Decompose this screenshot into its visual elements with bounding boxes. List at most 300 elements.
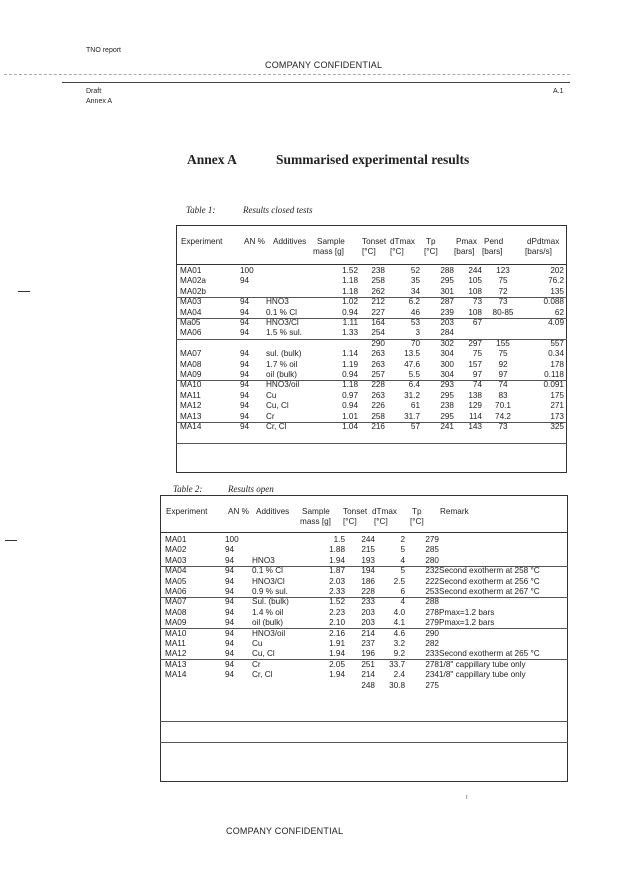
table-cell: 275 (425, 680, 439, 690)
table-cell (524, 328, 564, 338)
table-cell (439, 556, 569, 566)
table-row (165, 587, 569, 597)
table1-caption-label: Table 1: (186, 205, 216, 215)
table-cell: 94 (240, 422, 250, 432)
table-cell: 1.01 (342, 411, 358, 421)
table-cell (180, 339, 240, 349)
table-cell: 83 (498, 390, 508, 400)
table-cell: 108 (468, 307, 482, 317)
t1-group-rule (176, 297, 567, 298)
table-cell: 0.94 (342, 307, 358, 317)
table-cell: 238 (371, 266, 385, 275)
table-cell: 1.52 (342, 266, 358, 275)
table-cell: MA10 (165, 628, 187, 638)
table-cell: 94 (225, 597, 235, 607)
table-cell: MA08 (165, 607, 187, 617)
table-cell: 94 (225, 566, 235, 576)
table-cell: 175 (550, 390, 564, 400)
table-cell: 94 (240, 390, 250, 400)
table-cell: 282 (425, 639, 439, 649)
t1-group-rule (176, 380, 567, 381)
table-cell: 215 (361, 545, 375, 555)
t2-header-tp-unit: [°C] (410, 517, 424, 526)
t2-group-rule (160, 721, 568, 722)
table-cell: 94 (225, 639, 235, 649)
table-cell: 94 (225, 659, 235, 669)
table-cell: 241 (440, 422, 454, 432)
t2-header-remark: Remark (440, 507, 469, 516)
table-cell: 278 (425, 659, 439, 669)
t2-header-tonset: Tonset (343, 507, 368, 516)
margin-mark (5, 540, 17, 541)
table-cell: 278 (425, 607, 439, 617)
table-cell: 1/8" cappillary tube only (439, 670, 526, 680)
table-cell: 0.94 (342, 370, 358, 380)
table-cell: HNO3/Cl (252, 576, 285, 586)
table-cell: 1.04 (342, 422, 358, 432)
table-cell: 0.1 % Cl (266, 307, 297, 317)
table-cell: 75 (472, 349, 482, 359)
table-cell: 2.33 (329, 587, 345, 597)
table-cell: 70.1 (495, 401, 511, 411)
table-cell: 304 (440, 370, 454, 380)
table-cell: MA14 (165, 670, 187, 680)
table-cell: 61 (410, 401, 420, 411)
t2-header-tonset-unit: [°C] (343, 517, 357, 526)
table-cell: Second exotherm at 256 °C (439, 576, 540, 586)
table-cell: MA09 (165, 618, 187, 628)
table-row (180, 422, 564, 432)
table-cell: 94 (225, 628, 235, 638)
table2-caption-text: Results open (228, 484, 274, 494)
table-cell: 251 (361, 659, 375, 669)
table-row (165, 577, 569, 587)
table-cell: 284 (440, 328, 454, 338)
table-cell: 232 (425, 566, 439, 576)
table-cell: Cr (252, 659, 261, 669)
table-cell: 202 (550, 266, 564, 275)
table-cell: 94 (225, 649, 235, 659)
table-row (165, 535, 569, 545)
table-cell: 92 (498, 359, 508, 369)
table-cell: 94 (225, 587, 235, 597)
table-cell: HNO3/oil (252, 628, 286, 638)
table-cell: 1/8" cappillary tube only (439, 659, 526, 669)
table2-caption-label: Table 2: (173, 484, 203, 494)
table-cell: 234 (425, 670, 439, 680)
annex-label: Annex A (86, 98, 113, 105)
t1-header-tonset: Tonset (362, 237, 387, 246)
table-cell: 2.03 (329, 576, 345, 586)
table-cell (266, 276, 324, 286)
table-cell: 203 (361, 618, 375, 628)
table-cell: 1.87 (329, 566, 345, 576)
t2-header-an: AN % (228, 507, 249, 516)
t1-group-rule (176, 318, 567, 319)
table-cell: 0.091 (543, 380, 564, 390)
table-cell (307, 681, 345, 691)
table-cell: 75 (498, 276, 508, 286)
table-cell: 94 (225, 607, 235, 617)
table-cell: 94 (240, 276, 250, 286)
table-cell (439, 535, 569, 545)
table-cell: 1.5 (333, 535, 345, 544)
table-row (180, 266, 564, 276)
table-cell: 287 (440, 297, 454, 307)
table-cell: MA13 (165, 659, 187, 669)
table-cell: 193 (361, 555, 375, 565)
table-cell: 67 (472, 318, 482, 328)
table-cell: 304 (440, 349, 454, 359)
table-row (180, 318, 564, 328)
table-row (165, 639, 569, 649)
table-cell: 1.94 (329, 649, 345, 659)
table-cell: 62 (554, 307, 564, 317)
table-cell: 0.118 (544, 370, 564, 380)
table-cell: 4 (400, 597, 405, 607)
table-cell: Cr, Cl (266, 422, 287, 432)
table-cell: 35 (410, 276, 420, 286)
table-cell: 2.23 (329, 607, 345, 617)
table-cell: 0.34 (548, 349, 564, 359)
t2-group-rule (160, 628, 568, 629)
table-cell: 4.6 (393, 628, 405, 638)
table-row (180, 349, 564, 359)
table-cell: 73 (498, 422, 508, 432)
t1-group-rule (176, 422, 567, 423)
t1-header-sample-unit: mass [g] (313, 247, 344, 256)
t1-header-dtmax: dTmax (390, 237, 416, 246)
table-cell: 203 (361, 607, 375, 617)
table-cell: 97 (498, 370, 508, 380)
t1-header-pmax-unit: [bars] (454, 247, 475, 256)
table-cell: 279 (425, 618, 439, 628)
table-row (180, 360, 564, 370)
t1-header-pend-unit: [bars] (482, 247, 503, 256)
t2-header-experiment: Experiment (166, 507, 208, 516)
t2-group-rule (160, 659, 568, 660)
t1-header-tonset-unit: [°C] (362, 247, 376, 256)
table-cell: 258 (371, 411, 385, 421)
table-cell: 186 (361, 576, 375, 586)
table-cell: 33.7 (389, 659, 405, 669)
draft-label: Draft (86, 88, 102, 95)
t2-header-dtmax-unit: [°C] (374, 517, 388, 526)
table-cell: 0.1 % Cl (252, 566, 283, 576)
table-cell: 74 (498, 380, 508, 390)
table-cell: 244 (361, 535, 375, 544)
table-cell: MA04 (165, 566, 187, 576)
table-cell: Second exotherm at 265 °C (439, 649, 540, 659)
table-cell: 216 (371, 422, 385, 432)
table-cell: 285 (425, 545, 439, 555)
table-cell (482, 318, 524, 328)
table-cell: 214 (361, 670, 375, 680)
table-cell: 271 (550, 401, 564, 411)
table-cell: 2.16 (329, 628, 345, 638)
table-cell: MA06 (180, 328, 202, 338)
table-cell: Pmax=1.2 bars (439, 618, 495, 628)
table-cell: 5 (400, 566, 405, 576)
table-cell: 4 (400, 555, 405, 565)
t1-header-additives: Additives (273, 237, 307, 246)
table-cell: 30.8 (389, 680, 405, 690)
table-cell: 94 (225, 545, 235, 555)
table-cell: 257 (371, 370, 385, 380)
table-row (165, 545, 569, 555)
table-cell: MA14 (180, 422, 202, 432)
table-cell: 0.9 % sul. (252, 587, 288, 597)
table-cell: 1.94 (329, 555, 345, 565)
table-cell: Second exotherm at 258 °C (439, 566, 540, 576)
table-cell: 194 (361, 566, 375, 576)
t1-header-pend: Pend (484, 237, 504, 246)
table-cell: MA13 (180, 411, 202, 421)
table-cell: oil (bulk) (266, 370, 297, 380)
table-cell: Cu (252, 639, 263, 649)
t1-header-tp-unit: [°C] (424, 247, 438, 256)
table-cell: 143 (468, 422, 482, 432)
table-cell: 135 (550, 286, 564, 296)
table-cell: 301 (440, 286, 454, 296)
t2-header-sample: Sample (302, 507, 330, 516)
margin-mark (18, 291, 30, 292)
table-cell: 47.6 (404, 359, 420, 369)
table-cell: Pmax=1.2 bars (439, 607, 495, 617)
table-cell (454, 328, 482, 338)
table-cell: 233 (425, 649, 439, 659)
table-cell (439, 639, 569, 649)
table-cell: 5 (400, 545, 405, 555)
table-cell: 288 (425, 597, 439, 607)
table-cell: 254 (371, 328, 385, 338)
report-label: TNO report (86, 47, 122, 54)
table-cell: MA08 (180, 359, 202, 369)
table-cell: 0.94 (342, 401, 358, 411)
table-cell: 297 (468, 338, 482, 348)
table-cell: 263 (371, 390, 385, 400)
table-cell: 1.18 (342, 286, 358, 296)
table-cell: 52 (410, 266, 420, 275)
table-cell: Cu, Cl (252, 649, 275, 659)
table-cell: 238 (440, 401, 454, 411)
table-cell: 226 (371, 401, 385, 411)
table-cell: 94 (240, 411, 250, 421)
table-cell: Cr, Cl (252, 670, 273, 680)
table-cell: 233 (361, 597, 375, 607)
t1-header-dpdt-unit: [bars/s] (525, 247, 552, 256)
table-cell: 2.10 (329, 618, 345, 628)
table-cell: Sul. (bulk) (252, 597, 289, 607)
table-cell (165, 681, 225, 691)
table-cell: 9.2 (393, 649, 405, 659)
table-cell: 94 (240, 318, 250, 328)
table-cell: Cu, Cl (266, 401, 289, 411)
table-cell: MA09 (180, 370, 202, 380)
table-cell: 94 (240, 349, 250, 359)
table-cell: 94 (240, 401, 250, 411)
t2-header-sample-unit: mass [g] (300, 517, 331, 526)
table-cell: 73 (472, 297, 482, 307)
table-cell (439, 681, 569, 691)
table-cell: 295 (440, 390, 454, 400)
table-cell: 94 (225, 555, 235, 565)
table-cell: 300 (440, 359, 454, 369)
table-cell: 288 (440, 266, 454, 275)
table-cell: 94 (225, 576, 235, 586)
table-cell: 3.2 (393, 639, 405, 649)
table-cell: 74.2 (495, 411, 511, 421)
table-cell: MA11 (165, 639, 186, 649)
table-cell: 94 (240, 370, 250, 380)
table-cell: 57 (410, 422, 420, 432)
table-row (165, 681, 569, 691)
table-cell: 6.4 (408, 380, 420, 390)
table-cell: MA03 (180, 297, 202, 307)
table-cell: 290 (425, 628, 439, 638)
table-cell: MA02b (180, 286, 206, 296)
table-row (165, 608, 569, 618)
table2-header-rule (160, 532, 568, 533)
table-cell: 1.14 (342, 349, 358, 359)
table-cell: 1.18 (342, 276, 358, 286)
table-cell: 253 (425, 587, 439, 597)
table-cell: Cu (266, 390, 277, 400)
table-cell: MA05 (165, 576, 187, 586)
table-cell: 290 (371, 338, 385, 348)
table1-header-rule (176, 264, 567, 265)
table-cell: MA11 (180, 390, 201, 400)
table-cell: 129 (468, 401, 482, 411)
table-row (165, 660, 569, 670)
page-title: Summarised experimental results (276, 152, 470, 167)
table-cell: 1.33 (342, 328, 358, 338)
table-cell: 222 (425, 576, 439, 586)
table-cell: 239 (440, 307, 454, 317)
t1-header-an: AN % (244, 237, 265, 246)
t2-header-tp: Tp (412, 507, 422, 516)
t1-header-experiment: Experiment (181, 237, 223, 246)
table2-body (165, 535, 569, 691)
stray-mark: ι (466, 794, 468, 801)
table-cell: 53 (410, 318, 420, 328)
table-cell: 76.2 (548, 276, 564, 286)
table-cell: 3 (415, 328, 420, 338)
table-cell: MA06 (165, 587, 187, 597)
table-cell: HNO3 (266, 297, 289, 307)
table-row (180, 276, 564, 286)
table-cell: 31.7 (404, 411, 420, 421)
table-cell: 178 (550, 359, 564, 369)
table-row (180, 380, 564, 390)
table-cell: 2 (400, 535, 405, 544)
t1-header-dpdt: dPdtmax (527, 237, 560, 246)
table-cell: MA12 (165, 649, 187, 659)
table-cell: sul. (bulk) (266, 349, 302, 359)
table-cell: 557 (550, 338, 564, 348)
table-cell: 279 (425, 535, 439, 544)
t1-group-rule (176, 339, 567, 340)
table-cell (482, 328, 524, 338)
table-cell: 73 (498, 297, 508, 307)
table-cell: Cr (266, 411, 275, 421)
table-cell: 80-85 (492, 307, 514, 317)
table-cell: 94 (240, 328, 250, 338)
table-row (165, 556, 569, 566)
table-cell: MA04 (180, 307, 202, 317)
t1-header-dtmax-unit: [°C] (390, 247, 404, 256)
t2-group-rule (160, 597, 568, 598)
table-cell: 228 (371, 380, 385, 390)
annex-title: Annex A (187, 152, 237, 167)
table-cell: 2.4 (393, 670, 405, 680)
table-cell: 263 (371, 359, 385, 369)
table-cell: 108 (468, 286, 482, 296)
table-cell: 6.2 (408, 297, 420, 307)
table-cell: 1.02 (342, 297, 358, 307)
table-cell: 94 (240, 359, 250, 369)
table-cell: 2.5 (393, 576, 405, 586)
table-cell: 155 (496, 338, 510, 348)
table-cell: MA12 (180, 401, 202, 411)
confidential-footer: COMPANY CONFIDENTIAL (226, 826, 344, 836)
table-cell: HNO3/Cl (266, 318, 299, 328)
table-cell: 212 (371, 297, 385, 307)
table-cell: 94 (240, 297, 250, 307)
table-cell: 214 (361, 628, 375, 638)
table-cell: oil (bulk) (252, 618, 283, 628)
table-cell: 94 (225, 618, 235, 628)
table-cell: 0.088 (543, 297, 564, 307)
table-row (180, 308, 564, 318)
table-row (180, 412, 564, 422)
table-cell: 325 (550, 422, 564, 432)
table-cell: 1.91 (329, 639, 345, 649)
table-cell: 1.5 % sul. (266, 328, 302, 338)
table-cell: 244 (468, 266, 482, 275)
table-cell: 1.11 (342, 318, 358, 328)
table-row (180, 328, 564, 338)
table-row (165, 566, 569, 576)
table-cell: 4.0 (393, 607, 405, 617)
t2-header-additives: Additives (256, 507, 290, 516)
table-row (165, 629, 569, 639)
table-cell: 75 (498, 349, 508, 359)
table-cell (439, 545, 569, 555)
table-cell: 0.97 (342, 390, 358, 400)
t1-group-rule (176, 443, 567, 444)
table-cell (240, 287, 266, 297)
table-cell (439, 597, 569, 607)
table-row (180, 370, 564, 380)
table-cell (225, 681, 252, 691)
table-cell: 203 (440, 318, 454, 328)
table-cell: 262 (371, 286, 385, 296)
table-cell: 6 (400, 587, 405, 597)
table-row (180, 391, 564, 401)
table1-body (180, 266, 564, 433)
header-dashed-rule (4, 74, 570, 75)
table-cell: 295 (440, 276, 454, 286)
table-cell: 72 (498, 286, 508, 296)
table-cell: 105 (468, 276, 482, 286)
table-cell: 263 (371, 349, 385, 359)
table1-caption-text: Results closed tests (243, 205, 313, 215)
table-cell: 94 (240, 380, 250, 390)
header-rule (62, 82, 570, 83)
table-cell: 1.19 (342, 359, 358, 369)
table-cell: 227 (371, 307, 385, 317)
